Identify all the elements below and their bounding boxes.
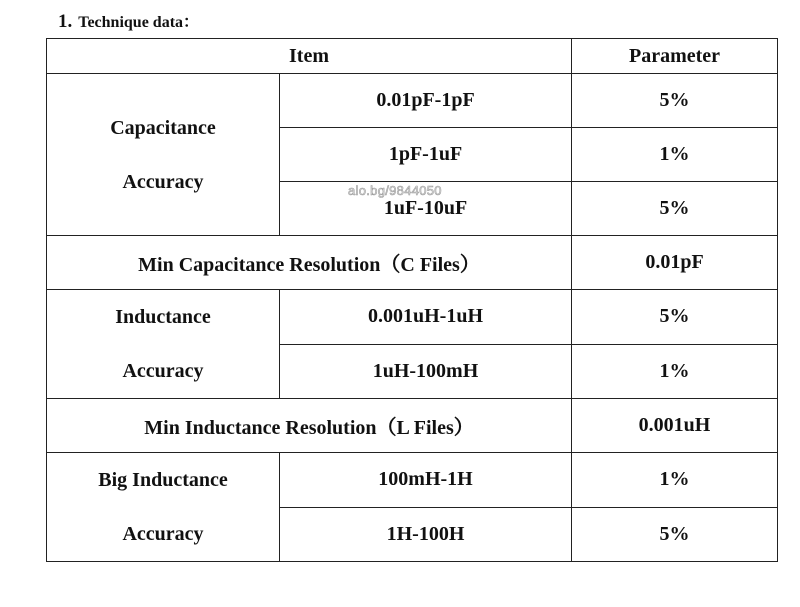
range-cell: 1H-100H: [280, 507, 572, 562]
value-cell: 0.01pF: [572, 236, 778, 290]
label-line: Accuracy: [122, 170, 204, 193]
value-cell: 5%: [572, 290, 778, 345]
table-row: [47, 290, 778, 345]
table-row: [47, 453, 778, 508]
label-line: Capacitance: [110, 116, 216, 139]
value-cell: 5%: [572, 74, 778, 128]
value-cell: 5%: [572, 182, 778, 236]
label-line: Accuracy: [122, 360, 204, 382]
value-cell: 1%: [572, 453, 778, 508]
section-title: Technique data：: [78, 14, 200, 31]
section-heading: [58, 9, 199, 33]
capacitance-accuracy-label: [47, 74, 280, 236]
label-line: Accuracy: [122, 523, 204, 545]
value-cell: 5%: [572, 507, 778, 562]
table-row: [47, 236, 778, 290]
range-cell: 1uF-10uF: [280, 182, 572, 236]
header-item: Item: [47, 39, 572, 74]
header-parameter: Parameter: [572, 39, 778, 74]
technique-data-table: [46, 38, 778, 562]
table-header-row: [47, 39, 778, 74]
value-cell: 1%: [572, 128, 778, 182]
section-number: 1.: [58, 11, 73, 32]
table-row: [47, 74, 778, 128]
value-cell: 0.001uH: [572, 399, 778, 453]
value-cell: 1%: [572, 344, 778, 399]
range-cell: 0.01pF-1pF: [280, 74, 572, 128]
min-capacitance-label: Min Capacitance Resolution（C Files）: [47, 236, 572, 290]
min-inductance-label: Min Inductance Resolution（L Files）: [47, 399, 572, 453]
table-row: [47, 399, 778, 453]
inductance-accuracy-label: [47, 290, 280, 399]
label-line: Inductance: [115, 306, 211, 328]
label-line: Big Inductance: [98, 469, 228, 491]
range-cell: 1pF-1uF: [280, 128, 572, 182]
big-inductance-accuracy-label: [47, 453, 280, 562]
watermark-text: alo.bg/9844050: [348, 183, 442, 198]
range-cell: 1uH-100mH: [280, 344, 572, 399]
range-cell: 100mH-1H: [280, 453, 572, 508]
range-cell: 0.001uH-1uH: [280, 290, 572, 345]
